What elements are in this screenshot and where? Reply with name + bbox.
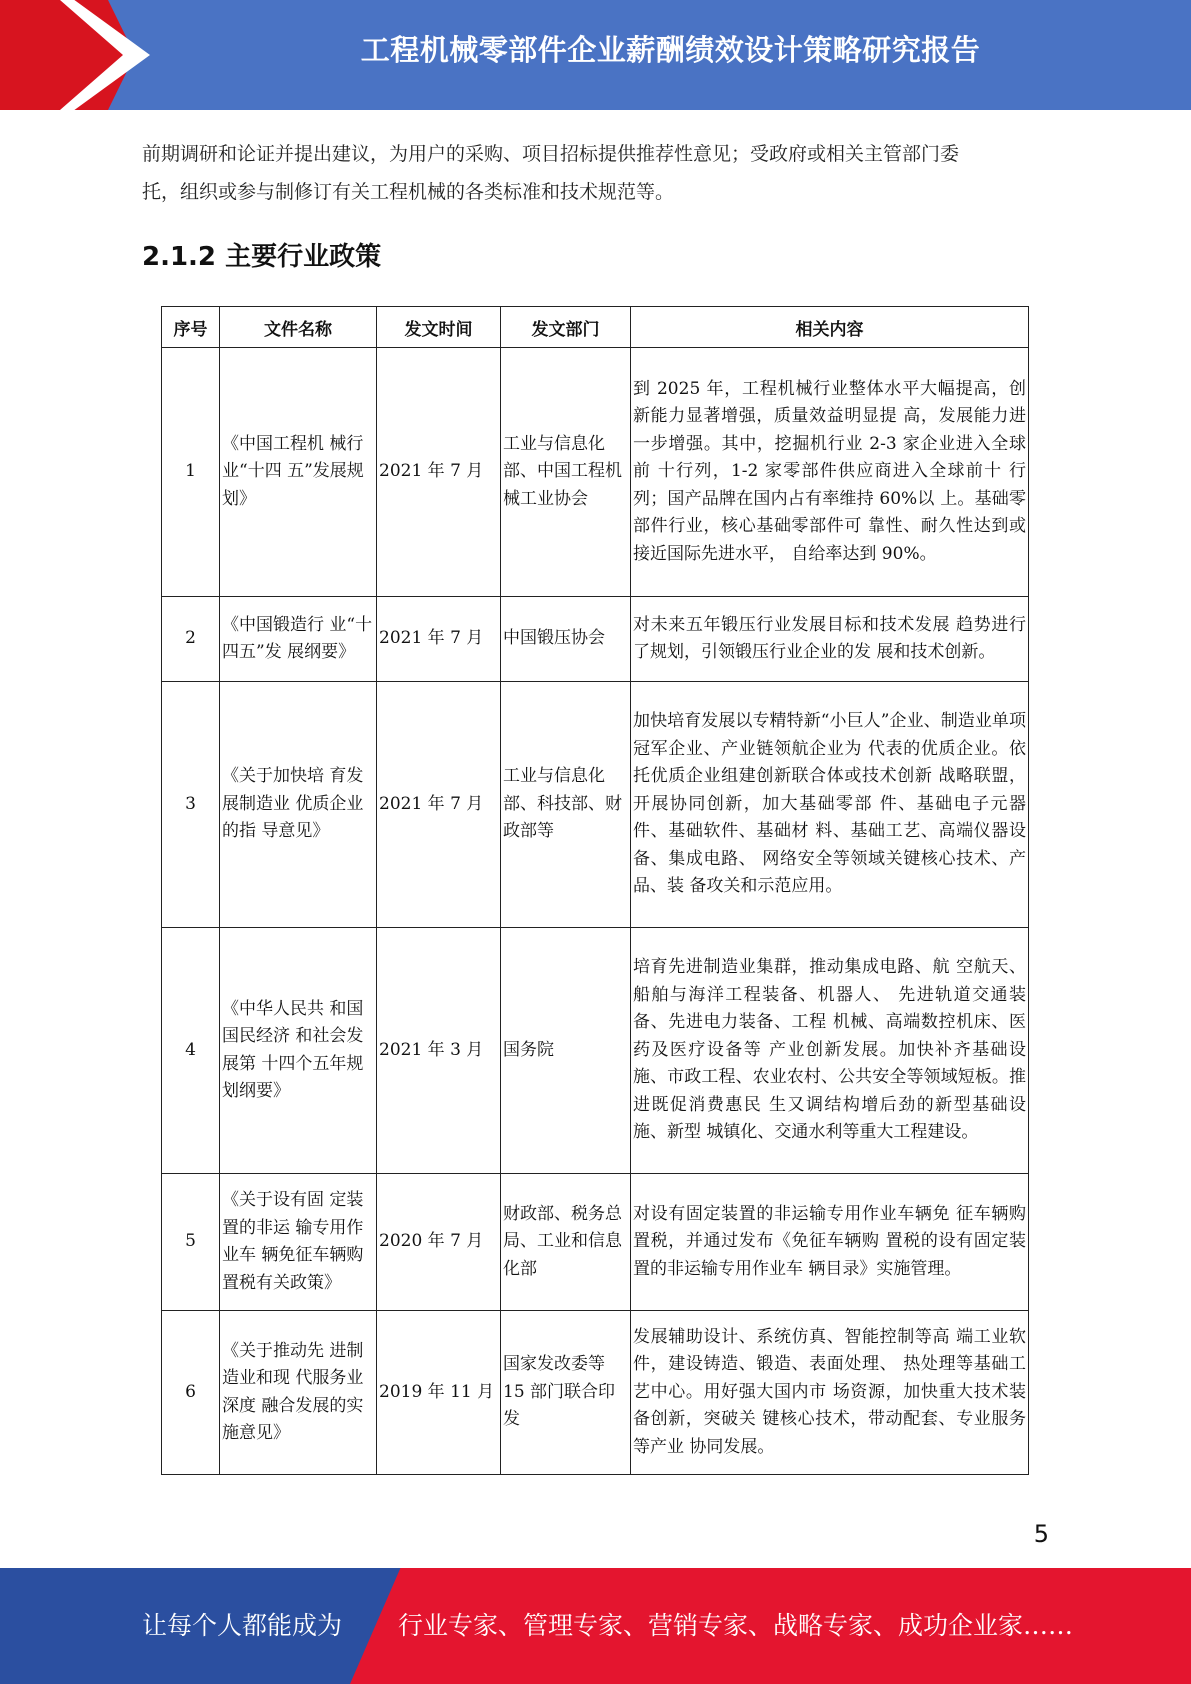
cell-no: 5 [162,1174,220,1311]
cell-content: 对未来五年锻压行业发展目标和技术发展 趋势进行了规划，引领锻压行业企业的发 展和技术创新。 [631,597,1029,682]
cell-name: 《中国锻造行 业“十四五”发 展纲要》 [220,597,377,682]
intro-line: 托，组织或参与制修订有关工程机械的各类标准和技术规范等。 [142,181,675,203]
section-heading: 2.1.2 主要行业政策 [142,242,382,272]
table-row [162,348,1029,597]
cell-name: 《中华人民共 和国国民经济 和社会发展第 十四个五年规 划纲要》 [220,928,377,1174]
column-header-no: 序号 [162,307,220,348]
cell-name: 《关于设有固 定装置的非运 输专用作业车 辆免征车辆购 置税有关政策》 [220,1174,377,1311]
cell-dept: 中国锻压协会 [501,597,631,682]
cell-dept: 工业与信息化部、科技部、财政部等 [501,682,631,928]
column-header-content: 相关内容 [631,307,1029,348]
cell-date: 2019 年 11 月 [377,1311,501,1475]
cell-content: 对设有固定装置的非运输专用作业车辆免 征车辆购置税，并通过发布《免征车辆购 置税的设有固定装置的非运输专用作业车 辆目录》实施管理。 [631,1174,1029,1311]
cell-no: 6 [162,1311,220,1475]
report-title: 工程机械零部件企业薪酬绩效设计策略研究报告 [360,33,981,67]
cell-content: 加快培育发展以专精特新“小巨人”企业、制造业单项冠军企业、产业链领航企业为 代表的优质企业。依托优质企业组建创新联合体或技术创新 战略联盟，开展协同创新，加大基础零部 件、基础电子元器件、基础软件、基础材 料、基础工艺、高端仪器设备、集成电路、 网络安全等领域关键核心技术、产品、装 备攻关和示范应用。 [631,682,1029,928]
cell-date: 2020 年 7 月 [377,1174,501,1311]
footer-slogan-left: 让每个人都能成为 [142,1611,343,1640]
intro-paragraph [142,135,1052,211]
cell-dept: 财政部、税务总局、工业和信息化部 [501,1174,631,1311]
cell-no: 3 [162,682,220,928]
cell-name: 《关于推动先 进制造业和现 代服务业深度 融合发展的实 施意见》 [220,1311,377,1475]
page-header [0,0,1191,110]
column-header-name: 文件名称 [220,307,377,348]
cell-date: 2021 年 3 月 [377,928,501,1174]
cell-content: 发展辅助设计、系统仿真、智能控制等高 端工业软件，建设铸造、锻造、表面处理、 热处理等基础工艺中心。用好强大国内市 场资源，加快重大技术装备创新，突破关 键核心技术，带动配套、专业服务等产业 协同发展。 [631,1311,1029,1475]
table-row [162,928,1029,1174]
cell-name: 《中国工程机 械行业“十四 五”发展规划》 [220,348,377,597]
cell-date: 2021 年 7 月 [377,597,501,682]
cell-dept: 国务院 [501,928,631,1174]
cell-no: 4 [162,928,220,1174]
policy-table [161,306,1029,1475]
table-row [162,597,1029,682]
cell-date: 2021 年 7 月 [377,682,501,928]
column-header-dept: 发文部门 [501,307,631,348]
table-row [162,1311,1029,1475]
page-footer [0,1568,1191,1684]
cell-date: 2021 年 7 月 [377,348,501,597]
cell-dept: 工业与信息化部、中国工程机械工业协会 [501,348,631,597]
footer-slogan-right: 行业专家、管理专家、营销专家、战略专家、成功企业家…… [398,1611,1074,1640]
cell-no: 1 [162,348,220,597]
column-header-date: 发文时间 [377,307,501,348]
cell-content: 培育先进制造业集群，推动集成电路、航 空航天、船舶与海洋工程装备、机器人、 先进轨道交通装备、先进电力装备、工程 机械、高端数控机床、医药及医疗设备等 产业创新发展。加快补齐基础设施、市政工程、农业农村、公共安全等领域短板。推进既促消费惠民 生又调结构增后劲的新型基础设施、新型 城镇化、交通水利等重大工程建设。 [631,928,1029,1174]
header-red-arrow [0,0,135,110]
table-row [162,682,1029,928]
cell-name: 《关于加快培 育发展制造业 优质企业的指 导意见》 [220,682,377,928]
cell-no: 2 [162,597,220,682]
table-header-row [162,307,1029,348]
cell-dept: 国家发改委等 15 部门联合印发 [501,1311,631,1475]
cell-content: 到 2025 年，工程机械行业整体水平大幅提高，创新能力显著增强，质量效益明显提 高，发展能力进一步增强。其中，挖掘机行业 2-3 家企业进入全球前 十行列，1-2 家零部件供应商进入全球前十 行列；国产品牌在国内占有率维持 60%以 上。基础零部件行业，核心基础零部件可 靠性、耐久性达到或接近国际先进水平， 自给率达到 90%。 [631,348,1029,597]
table-row [162,1174,1029,1311]
intro-line: 前期调研和论证并提出建议，为用户的采购、项目招标提供推荐性意见；受政府或相关主管部门委 [142,143,960,165]
page-number: 5 [1033,1520,1049,1548]
